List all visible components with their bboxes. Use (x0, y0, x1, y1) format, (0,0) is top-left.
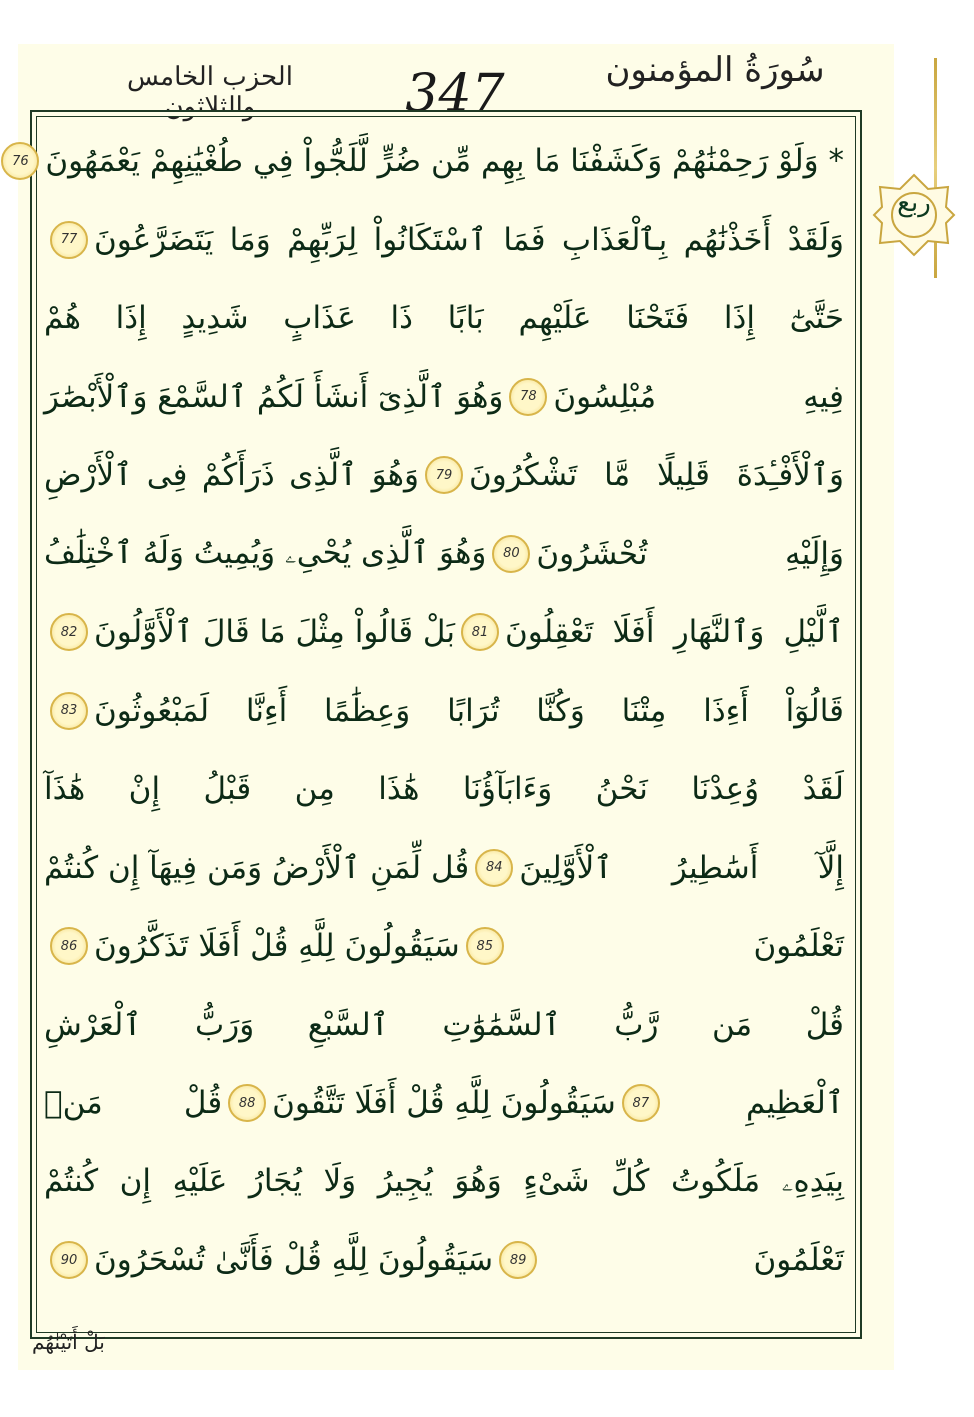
ayah-number-marker: 76 (1, 142, 39, 180)
verse-line (44, 986, 844, 1065)
ayah-number-marker: 81 (461, 613, 499, 651)
verse-text: وَإِلَيْهِ تُحْشَرُونَ (536, 535, 844, 572)
verse-text: وَهُوَ ٱلَّذِى ذَرَأَكُمْ فِى ٱلْأَرْضِ (44, 457, 419, 494)
verse-text: تَعْلَمُونَ (753, 1242, 844, 1279)
verse-text: سَيَقُولُونَ لِلَّهِ قُلْ فَأَنَّىٰ تُسْحَرُونَ (94, 1242, 494, 1279)
verse-text: بِيَدِهِۦ مَلَكُوتُ كُلِّ شَىْءٍ وَهُوَ يُجِيرُ وَلَا يُجَارُ عَلَيْهِ إِن كُنتُمْ (44, 1163, 844, 1200)
side-ornament (897, 48, 966, 288)
verse-text: سَيَقُولُونَ لِلَّهِ قُلْ أَفَلَا تَذَكَّرُونَ (94, 928, 460, 965)
ayah-number-marker: 83 (50, 692, 88, 730)
verse-line (44, 593, 844, 672)
verse-text: ٱلَّيْلِ وَٱلنَّهَارِ أَفَلَا تَعْقِلُونَ (505, 614, 844, 651)
verse-line (44, 436, 844, 515)
verse-text: ٱلْعَظِيمِ (746, 1085, 844, 1122)
verse-text: قَالُوٓاْ أَءِذَا مِتْنَا وَكُنَّا تُرَابًا وَعِظَٰمًا أَءِنَّا لَمَبْعُوثُونَ (94, 692, 844, 729)
verse-line (44, 672, 844, 751)
ayah-number-marker: 87 (622, 1084, 660, 1122)
verse-text: وَٱلْأَفْـِٔدَةَ قَلِيلًا مَّا تَشْكُرُونَ (469, 457, 844, 494)
verse-text: وَهُوَ ٱلَّذِى يُحْىِۦ وَيُمِيتُ وَلَهُ ٱخْتِلَٰفُ (44, 535, 487, 572)
ayah-number-marker: 85 (466, 927, 504, 965)
ayah-number-marker: 84 (475, 849, 513, 887)
verse-line (12, 122, 844, 201)
verse-line (44, 750, 844, 829)
verse-text: بَلْ قَالُواْ مِثْلَ مَا قَالَ ٱلْأَوَّلُونَ (94, 614, 456, 651)
verse-line (44, 907, 844, 986)
verse-text: حَتَّىٰٓ إِذَا فَتَحْنَا عَلَيْهِم بَابًا ذَا عَذَابٍ شَدِيدٍ إِذَا هُمْ (44, 300, 844, 337)
ayah-number-marker: 90 (50, 1241, 88, 1279)
ayah-number-marker: 80 (492, 535, 530, 573)
verse-line (44, 358, 844, 437)
verse-text: لَقَدْ وُعِدْنَا نَحْنُ وَءَابَآؤُنَا هَٰذَا مِن قَبْلُ إِنْ هَٰذَآ (44, 771, 844, 808)
ayah-number-marker: 86 (50, 927, 88, 965)
ayah-number-marker: 79 (425, 456, 463, 494)
ayah-number-marker: 78 (509, 378, 547, 416)
verse-text: قُل لِّمَنِ ٱلْأَرْضُ وَمَن فِيهَآ إِن كُنتُمْ (44, 849, 470, 886)
ayah-number-marker: 88 (228, 1084, 266, 1122)
catchword: بَلْ أَتَيْنَٰهُم (32, 1330, 105, 1354)
ayah-number-marker: 77 (50, 221, 88, 259)
hizb-label: الحزب الخامس والثلاثون (127, 62, 293, 122)
verse-text: وَهُوَ ٱلَّذِىٓ أَنشَأَ لَكُمُ ٱلسَّمْعَ وَٱلْأَبْصَٰرَ (44, 378, 504, 415)
verse-line (44, 279, 844, 358)
surah-name: سُورَةُ المؤمنون (605, 50, 825, 90)
page-number: 347 (405, 64, 505, 124)
verse-text: * وَلَوْ رَحِمْنَٰهُمْ وَكَشَفْنَا مَا بِهِم مِّن ضُرٍّ لَّلَجُّواْ فِي طُغْيَٰنِهِمْ يَعْمَهُونَ (45, 143, 844, 180)
verse-text: وَلَقَدْ أَخَذْنَٰهُم بِٱلْعَذَابِ فَمَا ٱسْتَكَانُواْ لِرَبِّهِمْ وَمَا يَتَضَرَّعُونَ (94, 221, 844, 258)
ayah-number-marker: 89 (499, 1241, 537, 1279)
verse-text: إِلَّآ أَسَٰطِيرُ ٱلْأَوَّلِينَ (519, 849, 844, 886)
verse-line (44, 1064, 844, 1143)
ayah-number-marker: 82 (50, 613, 88, 651)
verse-line (44, 829, 844, 908)
verse-text: تَعْلَمُونَ (753, 928, 844, 965)
verse-text: فِيهِ مُبْلِسُونَ (553, 378, 844, 415)
verse-text: قُلْ مَن رَّبُّ ٱلسَّمَٰوَٰتِ ٱلسَّبْعِ وَرَبُّ ٱلْعَرْشِ (44, 1006, 844, 1043)
verse-text: سَيَقُولُونَ لِلَّهِ قُلْ أَفَلَا تَتَّقُونَ (272, 1085, 616, 1122)
rub-label: ربع (897, 188, 931, 218)
verse-line (44, 515, 844, 594)
verse-line (44, 1143, 844, 1222)
verse-text: قُلْ مَنۢ (43, 1085, 223, 1122)
verse-lines (12, 122, 844, 1300)
verse-line (44, 1221, 844, 1300)
verse-line (44, 201, 844, 280)
